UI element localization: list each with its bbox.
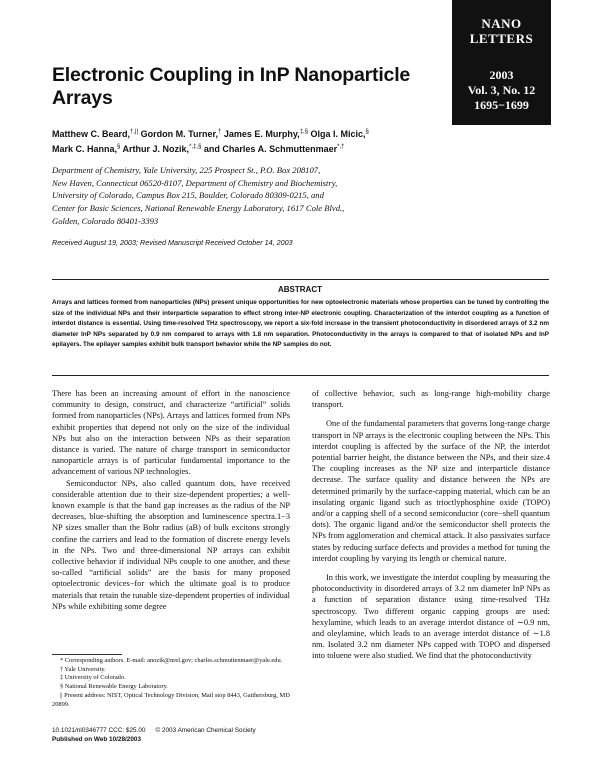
author-name: James E. Murphy,	[221, 129, 300, 139]
author-marks: †,||	[130, 129, 139, 135]
affiliation-line: New Haven, Connecticut 06520-8107, Department of Chemistry and Biochemistry,	[52, 177, 338, 188]
body-paragraph: of collective behavior, such as long-range high-mobility charge transport.	[312, 389, 550, 410]
author-line	[52, 141, 452, 156]
affiliation-block	[52, 164, 472, 228]
article-title: Electronic Coupling in InP Nanoparticle Arrays	[52, 64, 411, 109]
footnote: § National Renewable Energy Laboratory.	[60, 683, 168, 691]
abstract-top-rule	[52, 279, 549, 280]
abstract-bottom-rule	[52, 375, 549, 376]
body-paragraph: In this work, we investigate the interdot coupling by measuring the photoconductivity in disordered arrays of 3.2 nm diameter InP NPs as a function of separation distance using time-resolved THz spectroscopy. Two different organic capping groups are used: hexylamine, which leads to an average interdot distance of ∼0.9 nm, and oleylamine, which leads to an average interdot distance of ∼1.8 nm. Isolated 3.2 nm diameter NPs capped with TOPO and dispersed into toluene were also studied. We find that the photoconductivity	[312, 573, 550, 661]
author-name: Mark C. Hanna,	[52, 144, 118, 154]
published-date: Published on Web 10/28/2003	[52, 735, 142, 743]
author-line	[52, 126, 452, 141]
affiliation-line: Golden, Colorado 80401-3393	[52, 215, 159, 226]
received-dates: Received August 19, 2003; Revised Manuscript Received October 14, 2003	[52, 238, 293, 247]
publication-info	[52, 727, 352, 744]
author-marks: §	[117, 144, 121, 150]
affiliation-line: Department of Chemistry, Yale University, 225 Prospect St., P.O. Box 208107,	[52, 165, 321, 175]
author-marks: *,‡,§	[189, 144, 202, 150]
footnote: * Corresponding authors. E-mail: anozik@nrel.gov; charles.schmuttenmaer@yale.edu.	[60, 657, 283, 664]
author-marks: *,†	[337, 144, 345, 150]
author-name: Olga I. Micic,	[308, 129, 366, 139]
author-name: Arthur J. Nozik,	[120, 144, 190, 154]
affiliation-line: Center for Basic Sciences, National Renewable Energy Laboratory, 1617 Cole Blvd.,	[52, 203, 345, 214]
copyright-text: © 2003 American Chemical Society	[155, 727, 256, 734]
footnotes	[52, 657, 290, 709]
abstract-heading: ABSTRACT	[278, 285, 322, 294]
body-paragraph: One of the fundamental parameters that governs long-range charge transport in NP arrays is the electronic coupling between the NPs. This interdot coupling is affected by the surface of the NP, the interdot potential barrier height, the distance between the NPs, and their size.4 The coupling increases as the NP size and interparticle distance decrease. The surface quality and distance between the NPs are determined primarily by the surface-capping material, which can be an insulating organic ligand such as trioctlyphosphine oxide (TOPO) and/or a capping shell of a second semiconductor (core−shell quantum dots). The organic ligand and/or the semiconductor shell protects the NPs from agglomeration and chemical attack. It also passivates surface states by reducing surface defects and provides a method for tuning the interdot coupling by varying its length or chemical nature.	[312, 419, 550, 563]
journal-volume-issue: Vol. 3, No. 12	[467, 83, 536, 97]
author-name: Matthew C. Beard,	[52, 129, 131, 139]
author-name: Gordon M. Turner,	[138, 129, 218, 139]
author-marks: §	[365, 129, 369, 135]
affiliation-line: University of Colorado, Campus Box 215, Boulder, Colorado 80309-0215, and	[52, 190, 324, 201]
journal-name-line1: NANO	[481, 16, 522, 31]
body-column-left	[52, 388, 290, 612]
abstract-text: Arrays and lattices formed from nanoparticles (NPs) present unique opportunities for new optoelectronic materials whose properties can be tuned by controlling the size of the individual NPs and their interparticle separation to effect strong inter-NP electronic coupling. Characterization of the interdot coupling as a function of interdot distance is essential. Using time-resolved THz spectroscopy, we report a six-fold increase in the transient photoconductivity in disordered arrays of 3.2 nm diameter InP NPs separated by 0.9 nm compared to arrays with 1.8 nm separation. Photoconductivity in the arrays is compared to that of isolated NPs and InP epilayers. The epilayer samples exhibit bulk transport behavior while the NP samples do not.	[52, 299, 549, 348]
body-column-right	[312, 388, 550, 662]
footnote: ‡ University of Colorado.	[60, 674, 126, 682]
author-marks: ‡,§	[299, 129, 309, 135]
journal-badge	[452, 0, 551, 125]
footnote: † Yale University.	[60, 665, 106, 673]
journal-name-line2: LETTERS	[469, 31, 534, 46]
author-list	[52, 126, 452, 156]
footnote-rule	[52, 654, 122, 655]
author-name: and Charles A. Schmuttenmaer	[201, 144, 338, 154]
footnote: || Present address: NIST, Optical Technology Division, Mail stop 8443, Gaithersburg, MD 20899.	[52, 691, 290, 708]
journal-pages: 1695−1699	[474, 98, 529, 112]
body-paragraph: There has been an increasing amount of effort in the nanoscience community to design, construct, and characterize “artificial” solids formed from nanoparticles (NPs). Arrays and lattices formed from NPs exhibit properties that depend not only on the size of the individual NPs but also on the interaction between NPs as their separation distance is varied. The nature of charge transport in semiconductor nanoparticle arrays is of particular fundamental importance to the advancement of various NP technologies.	[52, 389, 290, 477]
body-paragraph: Semiconductor NPs, also called quantum dots, have received considerable attention due to their size-dependent properties; a well-known example is that the band gap increases as the radius of the NP decreases, blue-shifting the absorption and luminescence spectra.1−3 NP sizes smaller than the Bohr radius (aB) of bulk excitons strongly confine the carriers and lead to the formation of discrete energy levels in the NPs. Two and three-dimensional NP arrays can exhibit collective behavior if individual NPs couple to one another, and these so-called “artificial solids” are the basis for many proposed optoelectronic devices−for which the ultimate goal is to produce materials that retain the tunable size-dependent properties of individual NPs while exhibiting some degree	[52, 478, 290, 611]
journal-year: 2003	[489, 68, 514, 82]
author-marks: †	[217, 129, 222, 135]
doi-text: 10.1021/nl0346777 CCC: $25.00	[52, 727, 146, 734]
